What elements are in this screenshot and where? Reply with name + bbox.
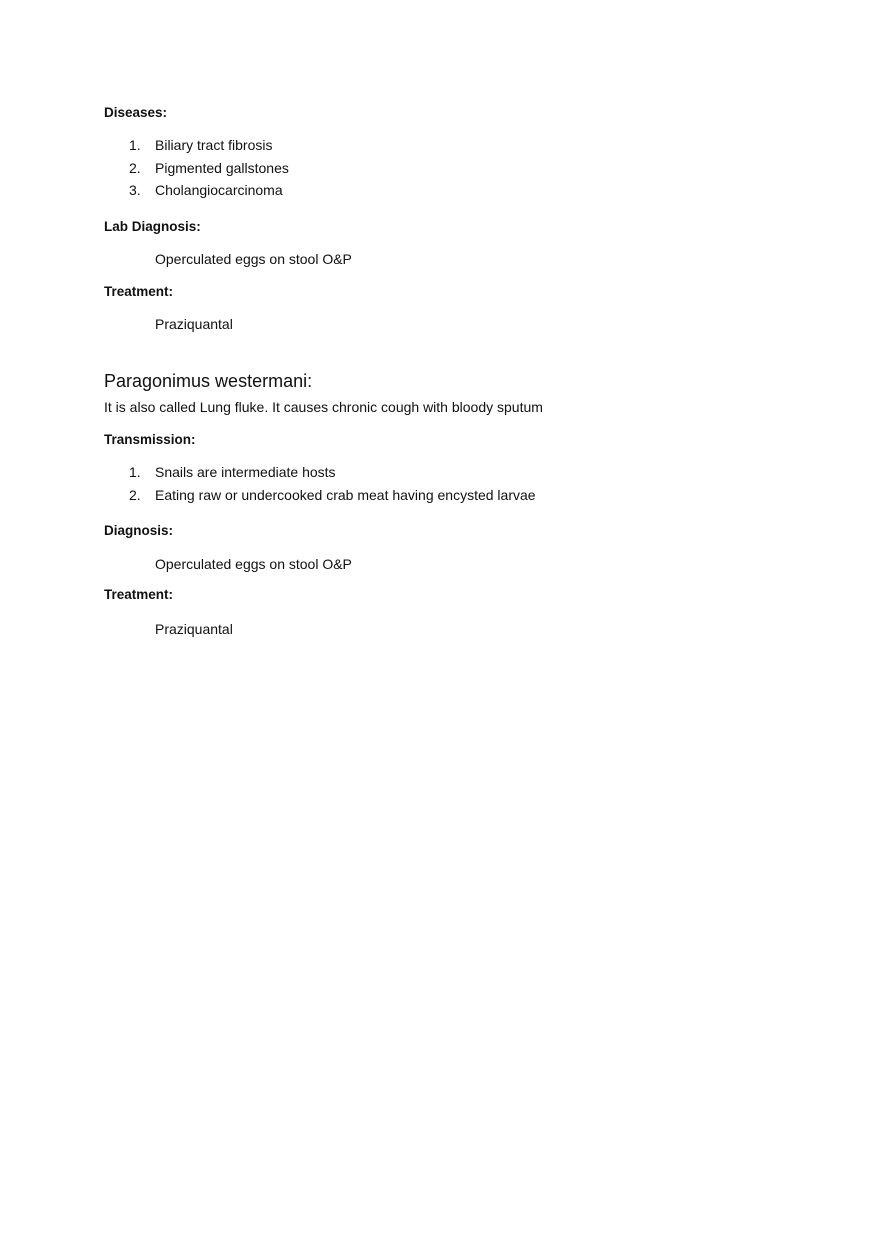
list-number: 1.: [129, 137, 141, 153]
treatment-heading: Treatment:: [104, 284, 174, 299]
diseases-heading: Diseases:: [104, 105, 168, 120]
lab-diagnosis-text: Operculated eggs on stool O&P: [155, 251, 352, 267]
intro-paragraph: It is also called Lung fluke. It causes chronic cough with bloody sputum: [104, 399, 543, 415]
treatment-text: Praziquantal: [155, 621, 233, 637]
diagnosis-heading: Diagnosis:: [104, 523, 174, 538]
treatment-text: Praziquantal: [155, 316, 233, 332]
transmission-heading: Transmission:: [104, 432, 196, 447]
list-number: 2.: [129, 160, 141, 176]
list-number: 1.: [129, 464, 141, 480]
diagnosis-text: Operculated eggs on stool O&P: [155, 556, 352, 572]
list-item: Cholangiocarcinoma: [155, 182, 283, 198]
section-title: Paragonimus westermani:: [104, 371, 313, 391]
list-item: Biliary tract fibrosis: [155, 137, 273, 153]
list-item: Pigmented gallstones: [155, 160, 289, 176]
list-item: Snails are intermediate hosts: [155, 464, 336, 480]
lab-diagnosis-heading: Lab Diagnosis:: [104, 219, 201, 234]
treatment-heading: Treatment:: [104, 587, 174, 602]
list-number: 2.: [129, 487, 141, 503]
list-item: Eating raw or undercooked crab meat having encysted larvae: [155, 487, 536, 503]
list-number: 3.: [129, 182, 141, 198]
